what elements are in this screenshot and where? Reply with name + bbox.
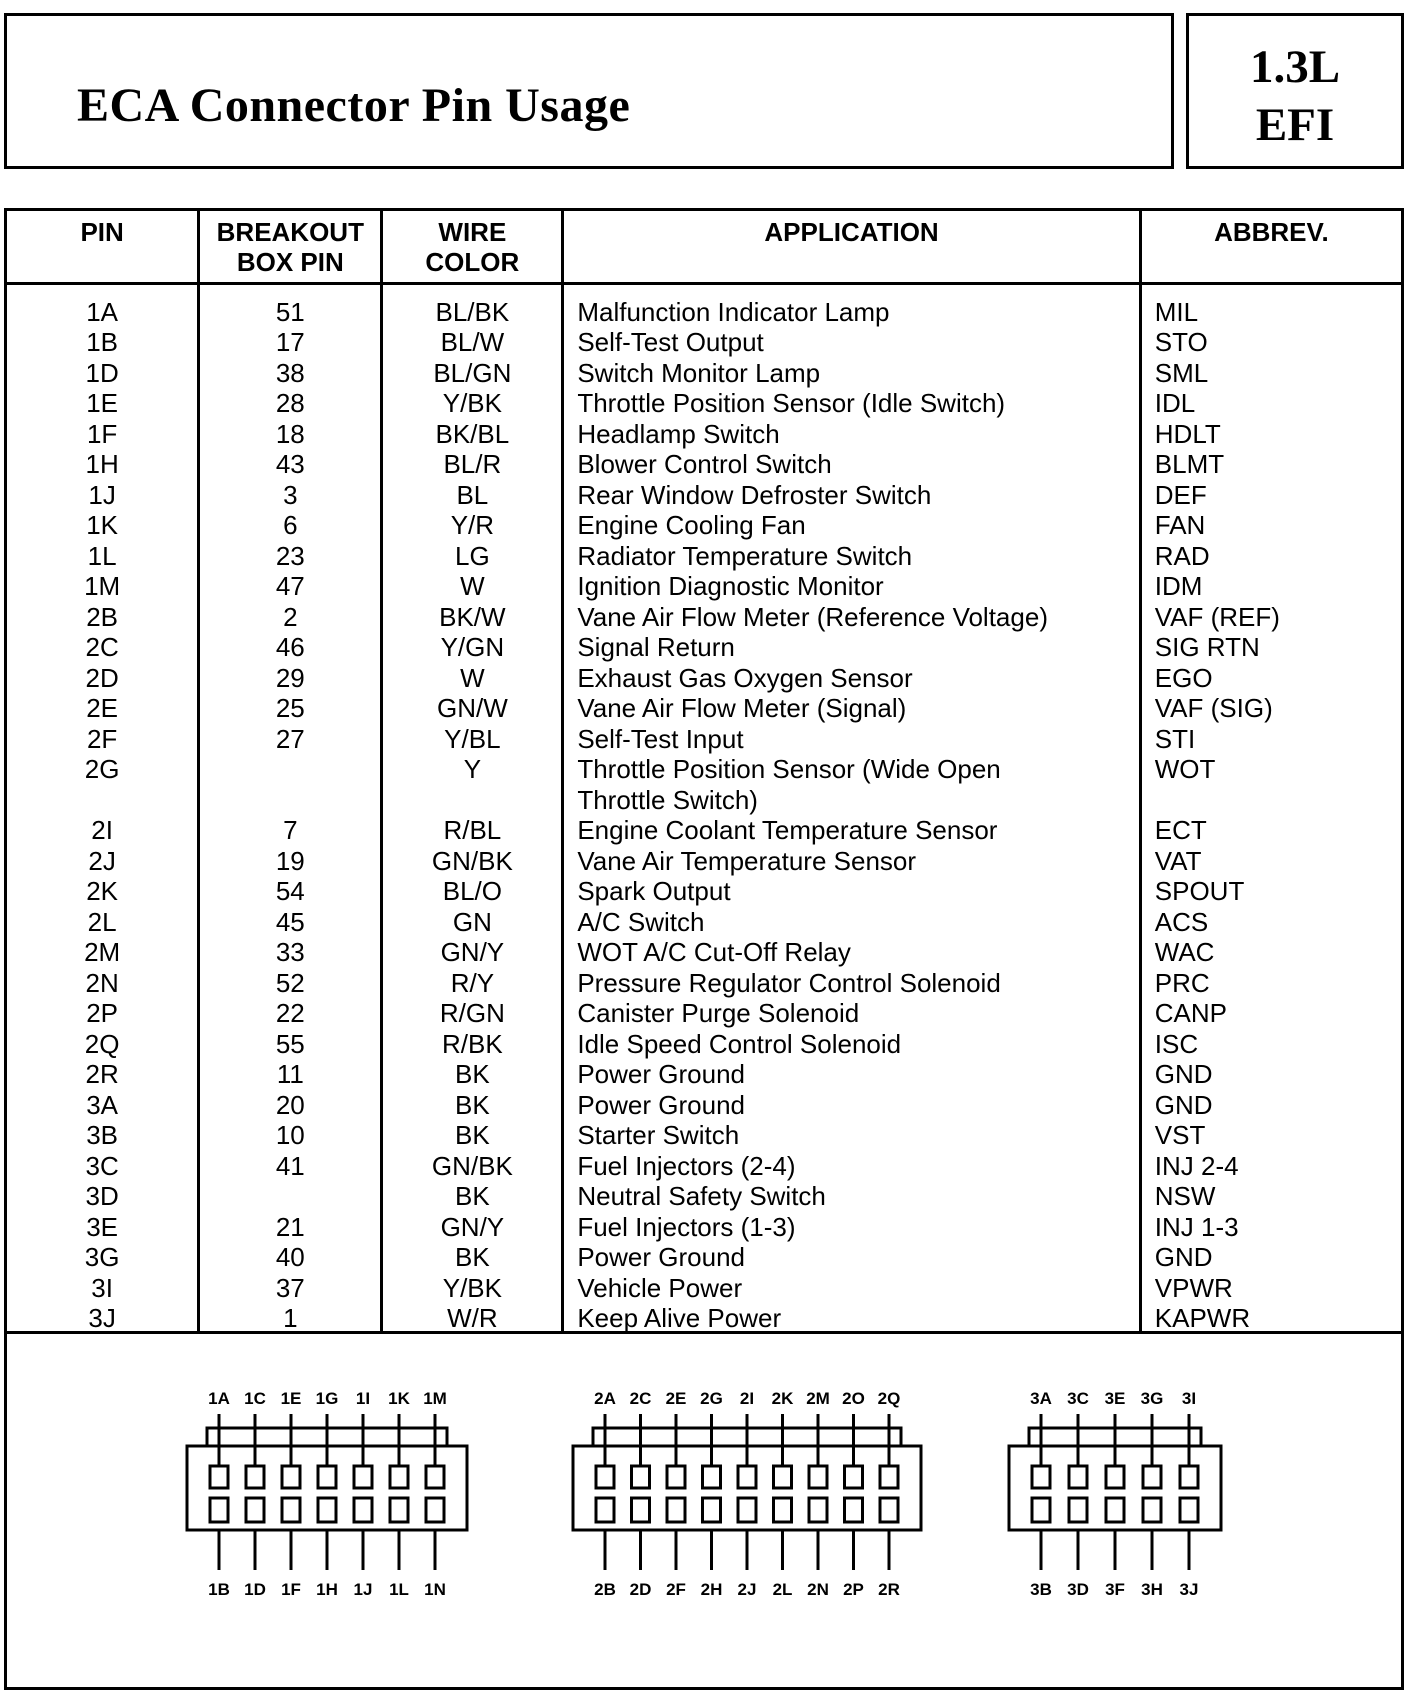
connector-1-bottom-label: 1F <box>281 1580 301 1599</box>
cell-application: WOT A/C Cut-Off Relay <box>563 937 1140 968</box>
cell-pin: 1M <box>7 571 199 602</box>
connector-2-bottom-label: 2N <box>807 1580 829 1599</box>
cell-breakout-box-pin: 1 <box>199 1303 382 1340</box>
pin-table-box <box>4 208 1404 1334</box>
connector-1-top-label: 1A <box>208 1389 230 1408</box>
cell-breakout-box-pin: 23 <box>199 541 382 572</box>
cell-application: Engine Coolant Temperature Sensor <box>563 815 1140 846</box>
cell-pin: 2K <box>7 876 199 907</box>
table-row <box>7 571 1401 602</box>
cell-breakout-box-pin: 29 <box>199 663 382 694</box>
connector-2-bottom-label: 2F <box>666 1580 686 1599</box>
connector-diagram <box>7 1334 1407 1690</box>
cell-breakout-box-pin: 7 <box>199 815 382 846</box>
connector-2-top-terminal <box>774 1466 792 1488</box>
cell-abbrev: FAN <box>1154 510 1206 540</box>
cell-abbrev: SPOUT <box>1154 876 1245 906</box>
cell-abbrev: STO <box>1154 327 1208 357</box>
cell-wire-color: Y/BK <box>382 1273 563 1304</box>
table-row <box>7 754 1401 815</box>
cell-breakout-box-pin: 51 <box>199 283 382 327</box>
cell-application: Starter Switch <box>563 1120 1140 1151</box>
cell-breakout-box-pin: 38 <box>199 358 382 389</box>
connector-1-bottom-label: 1B <box>208 1580 230 1599</box>
connector-3-bottom-terminal <box>1180 1498 1198 1522</box>
cell-wire-color: GN/BK <box>382 846 563 877</box>
cell-wire-color: BL/GN <box>382 358 563 389</box>
cell-application: Rear Window Defroster Switch <box>563 480 1140 511</box>
cell-wire-color: BL/R <box>382 449 563 480</box>
connector-1-bottom-terminal <box>246 1498 264 1522</box>
cell-breakout-box-pin: 46 <box>199 632 382 663</box>
cell-abbrev: RAD <box>1154 540 1210 571</box>
cell-wire-color: W <box>382 663 563 694</box>
table-body <box>7 283 1401 1340</box>
connector-1-top-label: 1I <box>355 1389 371 1408</box>
cell-breakout-box-pin: 27 <box>199 724 382 755</box>
table-row <box>7 1212 1401 1243</box>
cell-breakout-box-pin: 25 <box>199 693 382 724</box>
cell-wire-color: BK/BL <box>382 419 563 450</box>
header-breakout-box-pin: BREAKOUT BOX PIN <box>199 211 382 283</box>
cell-wire-color: BK <box>382 1090 563 1121</box>
cell-breakout-box-pin: 55 <box>199 1029 382 1060</box>
cell-wire-color: Y/BL <box>382 724 563 755</box>
cell-pin: 3J <box>7 1303 199 1340</box>
connector-1-bottom-terminal <box>282 1498 300 1522</box>
cell-abbrev: DEF <box>1154 479 1207 510</box>
cell-abbrev: VPWR <box>1154 1272 1233 1303</box>
connector-1-top-terminal <box>210 1466 228 1488</box>
connector-2-bottom-terminal <box>703 1498 721 1522</box>
cell-breakout-box-pin: 18 <box>199 419 382 450</box>
connector-2-bottom-label: 2D <box>629 1580 652 1599</box>
cell-application: A/C Switch <box>563 907 1140 938</box>
header-abbrev: ABBREV. <box>1140 211 1401 283</box>
cell-pin: 2L <box>7 907 199 938</box>
cell-abbrev: SIG RTN <box>1154 632 1260 662</box>
cell-pin: 1A <box>7 283 199 327</box>
cell-breakout-box-pin <box>199 754 382 815</box>
engine-box <box>1186 13 1404 169</box>
cell-abbrev: ACS <box>1154 906 1209 937</box>
cell-abbrev: SML <box>1154 357 1209 388</box>
cell-pin: 3C <box>7 1151 199 1182</box>
cell-abbrev: IDL <box>1154 388 1196 418</box>
connector-2-bottom-label: 2J <box>737 1580 757 1599</box>
table-row <box>7 1120 1401 1151</box>
cell-pin: 2P <box>7 998 199 1029</box>
cell-wire-color: BK <box>382 1059 563 1090</box>
cell-application: Vane Air Temperature Sensor <box>563 846 1140 877</box>
cell-application: Ignition Diagnostic Monitor <box>563 571 1140 602</box>
cell-breakout-box-pin: 41 <box>199 1151 382 1182</box>
cell-pin: 1E <box>7 388 199 419</box>
cell-wire-color: BL/O <box>382 876 563 907</box>
connector-2-bottom-terminal <box>632 1498 650 1522</box>
page-title: ECA Connector Pin Usage <box>77 79 631 132</box>
connector-2-bottom-terminal <box>809 1498 827 1522</box>
cell-abbrev: BLMT <box>1154 449 1225 479</box>
connector-1-top-terminal <box>390 1466 408 1488</box>
cell-breakout-box-pin: 37 <box>199 1273 382 1304</box>
connector-1-top-label: 1G <box>315 1389 339 1408</box>
table-header-row <box>7 211 1401 283</box>
table-row <box>7 724 1401 755</box>
cell-breakout-box-pin: 43 <box>199 449 382 480</box>
connector-2-bottom-terminal <box>845 1498 863 1522</box>
cell-pin: 2R <box>7 1059 199 1090</box>
connector-1-bottom-label: 1L <box>389 1580 409 1599</box>
cell-breakout-box-pin: 19 <box>199 846 382 877</box>
cell-pin: 2Q <box>7 1029 199 1060</box>
connector-1-bottom-label: 1J <box>353 1580 373 1599</box>
cell-breakout-box-pin: 21 <box>199 1212 382 1243</box>
connector-2-top-terminal <box>809 1466 827 1488</box>
connector-3-bottom-label: 3H <box>1141 1580 1163 1599</box>
cell-abbrev: GND <box>1154 1059 1213 1089</box>
connector-2-bottom-terminal <box>738 1498 756 1522</box>
connector-1-bottom-label: 1N <box>424 1580 446 1599</box>
cell-wire-color: Y/GN <box>382 632 563 663</box>
cell-breakout-box-pin: 45 <box>199 907 382 938</box>
connector-1-bottom-terminal <box>354 1498 372 1522</box>
cell-wire-color: GN/BK <box>382 1151 563 1182</box>
connector-2-bottom-label: 2R <box>878 1580 900 1599</box>
cell-pin: 3A <box>7 1090 199 1121</box>
cell-breakout-box-pin: 52 <box>199 968 382 999</box>
cell-abbrev: HDLT <box>1154 418 1221 449</box>
connector-2-bottom-terminal <box>667 1498 685 1522</box>
connector-2-bottom-label: 2P <box>843 1580 864 1599</box>
connector-3-top-terminal <box>1143 1466 1161 1488</box>
table-row <box>7 388 1401 419</box>
cell-application: Blower Control Switch <box>563 449 1140 480</box>
cell-wire-color: R/BL <box>382 815 563 846</box>
cell-application: Exhaust Gas Oxygen Sensor <box>563 663 1140 694</box>
cell-abbrev: NSW <box>1154 1181 1216 1211</box>
cell-wire-color: BL/BK <box>382 283 563 327</box>
cell-abbrev: STI <box>1154 723 1196 754</box>
cell-application: Fuel Injectors (2-4) <box>563 1151 1140 1182</box>
connector-2-top-terminal <box>880 1466 898 1488</box>
title-box <box>4 13 1174 169</box>
cell-abbrev: INJ 1-3 <box>1154 1211 1239 1242</box>
connector-2-top-terminal <box>703 1466 721 1488</box>
connector-1-top-terminal <box>318 1466 336 1488</box>
cell-abbrev: INJ 2-4 <box>1154 1150 1239 1181</box>
connector-1-bottom-label: 1D <box>244 1580 266 1599</box>
connector-2-top-label: 2I <box>739 1389 755 1408</box>
cell-application: Vane Air Flow Meter (Reference Voltage) <box>563 602 1140 633</box>
cell-wire-color: BK <box>382 1120 563 1151</box>
table-row <box>7 602 1401 633</box>
table-row <box>7 541 1401 572</box>
cell-pin: 2M <box>7 937 199 968</box>
connector-2-top-terminal <box>596 1466 614 1488</box>
table-row <box>7 1181 1401 1212</box>
cell-wire-color: GN <box>382 907 563 938</box>
connector-2-top-terminal <box>632 1466 650 1488</box>
cell-pin: 3G <box>7 1242 199 1273</box>
table-row <box>7 419 1401 450</box>
connector-1-bottom-terminal <box>390 1498 408 1522</box>
connector-1-top-terminal <box>426 1466 444 1488</box>
cell-pin: 3B <box>7 1120 199 1151</box>
header-application: APPLICATION <box>563 211 1140 283</box>
connector-2-bottom-label: 2L <box>772 1580 793 1599</box>
cell-pin: 2B <box>7 602 199 633</box>
table-row <box>7 480 1401 511</box>
connector-1-bottom-terminal <box>210 1498 228 1522</box>
table-row <box>7 937 1401 968</box>
connector-2-top-label: 2M <box>806 1389 830 1408</box>
cell-pin: 2E <box>7 693 199 724</box>
table-row <box>7 449 1401 480</box>
connector-3-top-terminal <box>1069 1466 1087 1488</box>
table-row <box>7 510 1401 541</box>
cell-abbrev: WAC <box>1154 937 1215 967</box>
cell-abbrev: KAPWR <box>1154 1303 1251 1333</box>
cell-application: Power Ground <box>563 1090 1140 1121</box>
table-row <box>7 663 1401 694</box>
connector-3-top-label: 3E <box>1104 1389 1126 1408</box>
cell-wire-color: R/BK <box>382 1029 563 1060</box>
cell-application: Vehicle Power <box>563 1273 1140 1304</box>
cell-application: Self-Test Output <box>563 327 1140 358</box>
cell-pin: 1B <box>7 327 199 358</box>
connector-3-top-label: 3I <box>1181 1389 1197 1408</box>
cell-pin: 1H <box>7 449 199 480</box>
cell-pin: 2D <box>7 663 199 694</box>
cell-application: Keep Alive Power <box>563 1303 1140 1340</box>
cell-pin: 2C <box>7 632 199 663</box>
cell-pin: 2G <box>7 754 199 815</box>
cell-pin: 2I <box>7 815 199 846</box>
cell-abbrev: GND <box>1154 1089 1213 1120</box>
cell-wire-color: GN/Y <box>382 1212 563 1243</box>
table-row <box>7 1151 1401 1182</box>
table-row <box>7 358 1401 389</box>
cell-wire-color: R/GN <box>382 998 563 1029</box>
cell-pin: 2J <box>7 846 199 877</box>
table-row <box>7 1273 1401 1304</box>
cell-abbrev: WOT <box>1154 754 1216 784</box>
table-row <box>7 283 1401 327</box>
connector-3-bottom-label: 3J <box>1179 1580 1199 1599</box>
cell-abbrev: CANP <box>1154 998 1228 1028</box>
connector-3-top-label: 3A <box>1030 1389 1052 1408</box>
cell-pin: 1K <box>7 510 199 541</box>
connector-2-top-label: 2E <box>665 1389 687 1408</box>
cell-wire-color: LG <box>382 541 563 572</box>
cell-wire-color: GN/Y <box>382 937 563 968</box>
cell-breakout-box-pin: 54 <box>199 876 382 907</box>
cell-application: Neutral Safety Switch <box>563 1181 1140 1212</box>
cell-application: Vane Air Flow Meter (Signal) <box>563 693 1140 724</box>
table-row <box>7 1059 1401 1090</box>
cell-pin: 3I <box>7 1273 199 1304</box>
connector-3-bottom-terminal <box>1069 1498 1087 1522</box>
cell-application: Power Ground <box>563 1059 1140 1090</box>
connector-1-top-label: 1K <box>388 1389 410 1408</box>
table-row <box>7 327 1401 358</box>
table-row <box>7 632 1401 663</box>
table-row <box>7 693 1401 724</box>
cell-pin: 1J <box>7 480 199 511</box>
cell-breakout-box-pin: 22 <box>199 998 382 1029</box>
cell-wire-color: Y/R <box>382 510 563 541</box>
connector-2-top-label: 2A <box>594 1389 616 1408</box>
cell-abbrev: PRC <box>1154 967 1210 998</box>
cell-breakout-box-pin <box>199 1181 382 1212</box>
engine-size: 1.3L <box>1249 41 1341 93</box>
cell-application: Self-Test Input <box>563 724 1140 755</box>
cell-application: Engine Cooling Fan <box>563 510 1140 541</box>
connector-3-top-terminal <box>1032 1466 1050 1488</box>
connector-1-bottom-terminal <box>318 1498 336 1522</box>
cell-breakout-box-pin: 6 <box>199 510 382 541</box>
connector-2-top-label: 2G <box>700 1389 723 1408</box>
connector-2-bottom-terminal <box>880 1498 898 1522</box>
engine-label <box>1189 38 1401 154</box>
connector-2-bottom-terminal <box>596 1498 614 1522</box>
connector-1-top-terminal <box>354 1466 372 1488</box>
cell-breakout-box-pin: 3 <box>199 480 382 511</box>
cell-wire-color: BL/W <box>382 327 563 358</box>
cell-application: Spark Output <box>563 876 1140 907</box>
cell-wire-color: BK <box>382 1242 563 1273</box>
cell-abbrev: EGO <box>1154 662 1213 693</box>
connector-1-bottom-label: 1H <box>316 1580 338 1599</box>
cell-pin: 1L <box>7 541 199 572</box>
cell-wire-color: BK/W <box>382 602 563 633</box>
cell-abbrev: VST <box>1154 1120 1206 1150</box>
table-row <box>7 815 1401 846</box>
cell-abbrev: ISC <box>1154 1028 1199 1059</box>
cell-application: Fuel Injectors (1-3) <box>563 1212 1140 1243</box>
connector-2-bottom-label: 2H <box>700 1580 723 1599</box>
connector-1-top-terminal <box>246 1466 264 1488</box>
cell-breakout-box-pin: 2 <box>199 602 382 633</box>
connector-3-top-terminal <box>1180 1466 1198 1488</box>
cell-pin: 1F <box>7 419 199 450</box>
cell-pin: 1D <box>7 358 199 389</box>
table-row <box>7 846 1401 877</box>
table-row <box>7 1090 1401 1121</box>
cell-breakout-box-pin: 40 <box>199 1242 382 1273</box>
table-row <box>7 1029 1401 1060</box>
table-row <box>7 968 1401 999</box>
cell-application: Radiator Temperature Switch <box>563 541 1140 572</box>
cell-application: Headlamp Switch <box>563 419 1140 450</box>
cell-application: Idle Speed Control Solenoid <box>563 1029 1140 1060</box>
connector-3-top-label: 3C <box>1067 1389 1089 1408</box>
connector-2-top-terminal <box>845 1466 863 1488</box>
cell-breakout-box-pin: 17 <box>199 327 382 358</box>
cell-application: Malfunction Indicator Lamp <box>563 283 1140 327</box>
cell-abbrev: VAT <box>1154 845 1202 876</box>
connector-3-bottom-label: 3D <box>1067 1580 1089 1599</box>
cell-abbrev: GND <box>1154 1242 1213 1272</box>
cell-wire-color: R/Y <box>382 968 563 999</box>
cell-abbrev: VAF (REF) <box>1154 601 1280 632</box>
connector-2-top-label: 2O <box>842 1389 865 1408</box>
cell-wire-color: BL <box>382 480 563 511</box>
cell-wire-color: W/R <box>382 1303 563 1340</box>
cell-application: Canister Purge Solenoid <box>563 998 1140 1029</box>
header-wire-color: WIRE COLOR <box>382 211 563 283</box>
connector-3-top-terminal <box>1106 1466 1124 1488</box>
cell-breakout-box-pin: 10 <box>199 1120 382 1151</box>
connector-1-top-label: 1E <box>280 1389 302 1408</box>
cell-breakout-box-pin: 47 <box>199 571 382 602</box>
connector-3-top-label: 3G <box>1140 1389 1164 1408</box>
cell-application: Power Ground <box>563 1242 1140 1273</box>
connector-3-bottom-label: 3B <box>1030 1580 1052 1599</box>
cell-pin: 3E <box>7 1212 199 1243</box>
table-row <box>7 907 1401 938</box>
connector-2-bottom-terminal <box>774 1498 792 1522</box>
table-row <box>7 876 1401 907</box>
cell-breakout-box-pin: 33 <box>199 937 382 968</box>
connector-2-top-terminal <box>667 1466 685 1488</box>
cell-application: Throttle Position Sensor (Idle Switch) <box>563 388 1140 419</box>
cell-breakout-box-pin: 28 <box>199 388 382 419</box>
connector-1-top-label: 1M <box>423 1389 447 1408</box>
connector-2-top-label: 2Q <box>877 1389 901 1408</box>
cell-wire-color: Y/BK <box>382 388 563 419</box>
connector-2-bottom-label: 2B <box>594 1580 616 1599</box>
connector-3-bottom-terminal <box>1143 1498 1161 1522</box>
connector-1-top-label: 1C <box>244 1389 266 1408</box>
cell-wire-color: BK <box>382 1181 563 1212</box>
cell-wire-color: Y <box>382 754 563 815</box>
cell-abbrev: ECT <box>1154 815 1207 845</box>
connector-2-top-label: 2K <box>771 1389 794 1408</box>
cell-pin: 2N <box>7 968 199 999</box>
cell-application: Throttle Position Sensor (Wide Open Throttle Switch) <box>563 754 1140 815</box>
cell-application: Signal Return <box>563 632 1140 663</box>
cell-pin: 2F <box>7 724 199 755</box>
cell-abbrev: IDM <box>1154 571 1203 601</box>
cell-application: Pressure Regulator Control Solenoid <box>563 968 1140 999</box>
pin-usage-table <box>7 211 1401 1340</box>
cell-wire-color: GN/W <box>382 693 563 724</box>
cell-abbrev: VAF (SIG) <box>1154 693 1273 723</box>
connector-diagram-box <box>4 1334 1404 1690</box>
table-row <box>7 1242 1401 1273</box>
engine-type: EFI <box>1255 99 1335 151</box>
connector-3-bottom-terminal <box>1106 1498 1124 1522</box>
connector-1-bottom-terminal <box>426 1498 444 1522</box>
cell-breakout-box-pin: 20 <box>199 1090 382 1121</box>
cell-abbrev: MIL <box>1154 296 1199 327</box>
cell-breakout-box-pin: 11 <box>199 1059 382 1090</box>
connector-3-bottom-terminal <box>1032 1498 1050 1522</box>
connector-2-top-label: 2C <box>629 1389 652 1408</box>
connector-3-bottom-label: 3F <box>1105 1580 1125 1599</box>
cell-application: Switch Monitor Lamp <box>563 358 1140 389</box>
cell-pin: 3D <box>7 1181 199 1212</box>
header-pin: PIN <box>7 211 199 283</box>
cell-wire-color: W <box>382 571 563 602</box>
connector-1-top-terminal <box>282 1466 300 1488</box>
connector-2-top-terminal <box>738 1466 756 1488</box>
table-row <box>7 998 1401 1029</box>
